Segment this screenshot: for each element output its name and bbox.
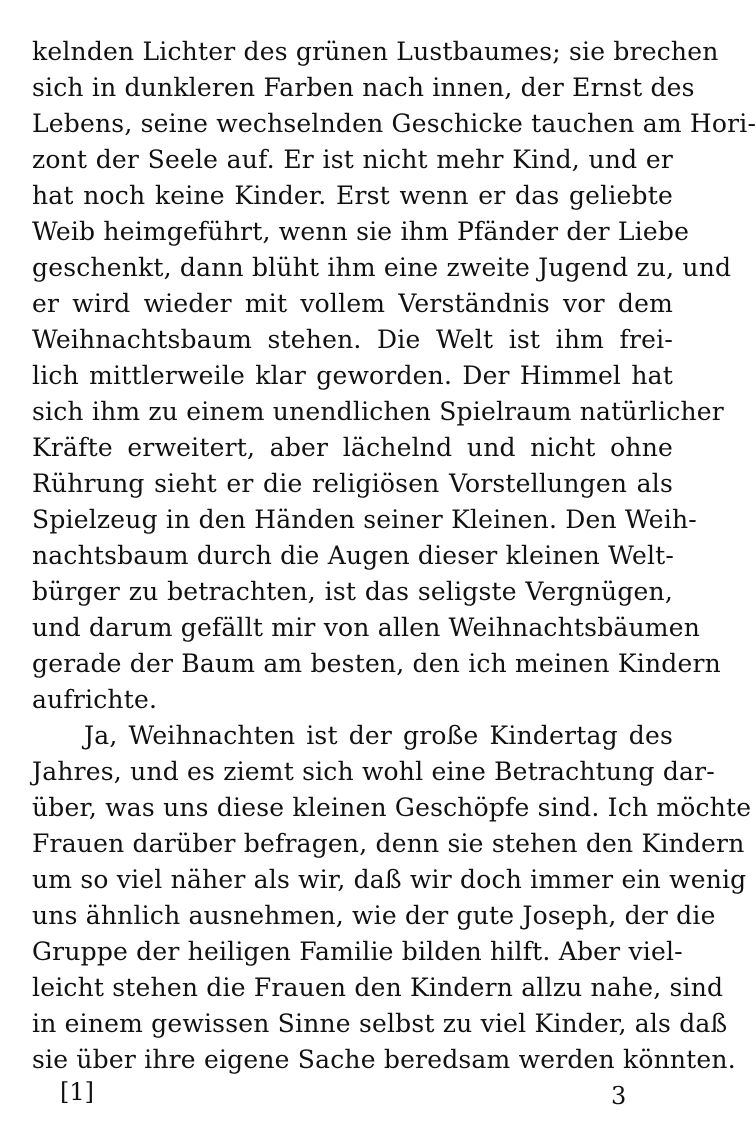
- paragraph-2-line-1: Ja, Weihnachten ist der große Kindertag des: [84, 721, 673, 750]
- paragraph-1-line-1: kelnden Lichter des grünen Lustbaumes; sie brechen: [32, 37, 719, 66]
- paragraph-2-line-5: um so viel näher als wir, daß wir doch immer ein wenig: [32, 865, 747, 894]
- paragraph-1-line-11: sich ihm zu einem unendlichen Spielraum natürlicher: [32, 397, 724, 426]
- paragraph-2-line-7: Gruppe der heiligen Familie bilden hilft. Aber viel-: [32, 937, 683, 966]
- paragraph-2-line-8: leicht stehen die Frauen den Kindern allzu nahe, sind: [32, 973, 724, 1002]
- paragraph-1-line-18: gerade der Baum am besten, den ich meinen Kindern: [32, 649, 721, 678]
- paragraph-2-line-3: über, was uns diese kleinen Geschöpfe sind. Ich möchte: [32, 793, 752, 822]
- paragraph-1-line-4: zont der Seele auf. Er ist nicht mehr Kind, und er: [32, 145, 673, 174]
- page-number: 3: [611, 1082, 627, 1110]
- signature-mark: [1]: [60, 1078, 94, 1106]
- paragraph-1-line-2: sich in dunkleren Farben nach innen, der Ernst des: [32, 73, 695, 102]
- body-text: [32, 34, 756, 1078]
- paragraph-1-line-19: aufrichte.: [32, 685, 158, 714]
- paragraph-1-line-17: und darum gefällt mir von allen Weihnachtsbäumen: [32, 613, 701, 642]
- paragraph-1-line-9: Weihnachtsbaum stehen. Die Welt ist ihm frei-: [32, 325, 673, 354]
- paragraph-1-line-14: Spielzeug in den Händen seiner Kleinen. Den Weih-: [32, 505, 697, 534]
- paragraph-1-line-6: Weib heimgeführt, wenn sie ihm Pfänder der Liebe: [32, 217, 690, 246]
- paragraph-1-line-16: bürger zu betrachten, ist das seligste Vergnügen,: [32, 577, 673, 606]
- paragraph-1-line-5: hat noch keine Kinder. Erst wenn er das geliebte: [32, 181, 673, 210]
- paragraph-1-line-10: lich mittlerweile klar geworden. Der Himmel hat: [32, 361, 673, 390]
- paragraph-1-line-15: nachtsbaum durch die Augen dieser kleinen Welt-: [32, 541, 675, 570]
- paragraph-2-line-6: uns ähnlich ausnehmen, wie der gute Joseph, der die: [32, 901, 716, 930]
- paragraph-2-line-4: Frauen darüber befragen, denn sie stehen den Kindern: [32, 829, 745, 858]
- paragraph-1-line-7: geschenkt, dann blüht ihm eine zweite Jugend zu, und: [32, 253, 732, 282]
- paragraph-1-line-13: Rührung sieht er die religiösen Vorstellungen als: [32, 469, 673, 498]
- paragraph-2-line-2: Jahres, und es ziemt sich wohl eine Betrachtung dar-: [32, 757, 715, 786]
- paragraph-1-line-8: er wird wieder mit vollem Verständnis vor dem: [32, 289, 673, 318]
- paragraph-2-line-10: sie über ihre eigene Sache beredsam werden könnten.: [32, 1045, 736, 1074]
- paragraph-1-line-3: Lebens, seine wechselnden Geschicke tauchen am Hori-: [32, 109, 756, 138]
- paragraph-1-line-12: Kräfte erweitert, aber lächelnd und nicht ohne: [32, 433, 673, 462]
- paragraph-2-line-9: in einem gewissen Sinne selbst zu viel Kinder, als daß: [32, 1009, 728, 1038]
